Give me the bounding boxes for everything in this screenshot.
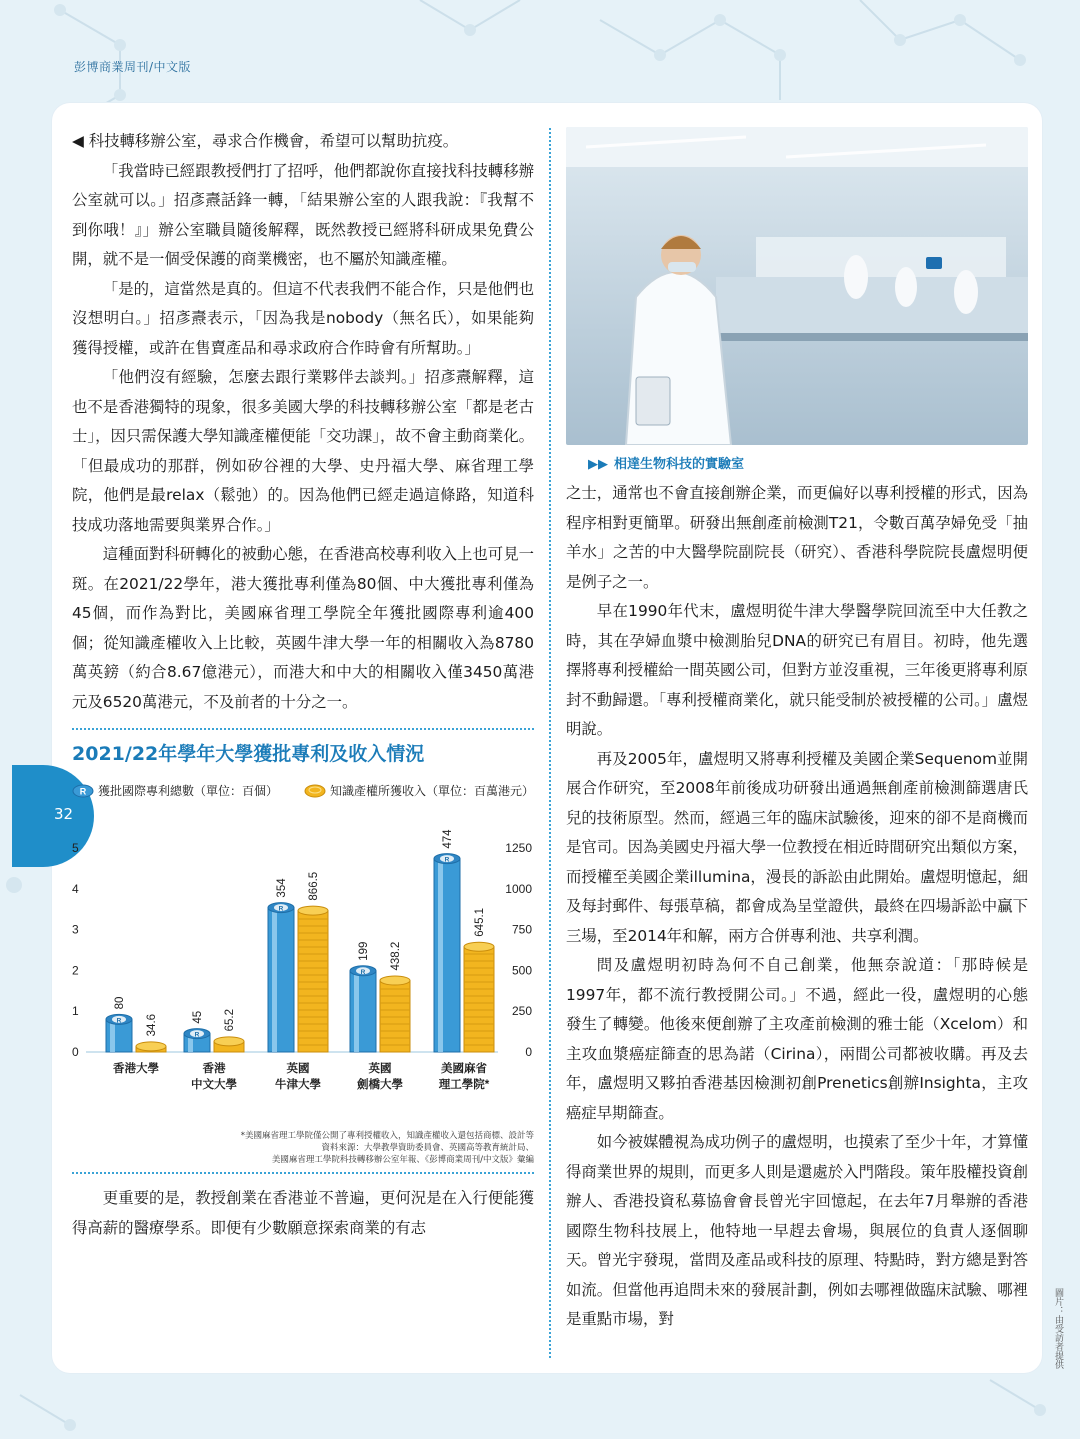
- legend-income: [304, 782, 534, 799]
- patent-r-letter: R: [360, 968, 366, 976]
- patent-r-letter: R: [116, 1017, 122, 1025]
- coin-top: [298, 906, 328, 915]
- patent-r-letter: R: [444, 856, 450, 864]
- category-label: 劍橋大學: [357, 1079, 403, 1091]
- page-number: 32: [54, 805, 74, 823]
- patent-r-letter: R: [194, 1031, 200, 1039]
- photo-credit: 圖片：由受訪者提供: [1053, 1288, 1063, 1369]
- paragraph: 如今被媒體視為成功例子的盧煜明，也摸索了至少十年，才算懂得商業世界的規則，而更多人則是還處於入門階段。策年股權投資創辦人、香港投資私募協會會長曾光宇回憶起，在去年7月舉辦的香港國際生物科技展上，他特地一早趕去會場，與展位的負責人逐個聊天。曾光宇發現，當問及產品或科技的原理、特點時，對方總是對答如流。但當他再追問未來的發展計劃，例如去哪裡做臨床試驗、哪裡是重點市場，對: [566, 1133, 1028, 1328]
- coin-top: [136, 1042, 166, 1051]
- income-value-label: 438.2: [390, 941, 402, 971]
- left-column: [72, 127, 534, 1243]
- y-left-tick: 4: [72, 881, 79, 896]
- paragraph: 「我當時已經跟教授們打了招呼，他們都說你直接找科技轉移辦公室就可以。」招彥燾話鋒一轉，「結果辦公室的人跟我說：『我幫不到你哦！』」辦公室職員隨後解釋，既然教授已經將科研成果免費公開，就不是一個受保護的商業機密，也不屬於知識產權。: [72, 161, 534, 268]
- category-label: 香港大學: [113, 1063, 159, 1075]
- y-left-tick: 2: [72, 963, 79, 978]
- income-value-label: 65.2: [224, 1008, 236, 1032]
- chart-separator: [72, 728, 534, 730]
- patent-bar: [268, 905, 294, 1052]
- coin-top: [214, 1037, 244, 1046]
- y-right-tick: 250: [511, 1004, 532, 1019]
- paragraph: 之士，通常也不會直接創辦企業，而更偏好以專利授權的形式，因為程序相對更簡單。研發出無創產前檢測T21，令數百萬孕婦免受「抽羊水」之苦的中大醫學院副院長（研究）、香港科學院院長盧煜明便是例子之一。: [566, 484, 1028, 591]
- category-label: 理工學院*: [438, 1079, 490, 1091]
- patent-r-letter: R: [278, 905, 284, 913]
- patent-value-label: 474: [442, 829, 454, 849]
- y-right-tick: 750: [511, 922, 532, 937]
- patent-bar: [434, 856, 460, 1052]
- y-right-tick: 0: [525, 1045, 532, 1059]
- photo-caption-text: 相達生物科技的實驗室: [614, 457, 745, 472]
- income-value-label: 866.5: [308, 871, 320, 901]
- patent-bar-highlight: [438, 859, 443, 1052]
- paragraph: 早在1990年代末，盧煜明從牛津大學醫學院回流至中大任教之時，其在孕婦血漿中檢測胎兒DNA的研究已有眉目。初時，他先選擇將專利授權給一間英國公司，但對方並沒重視，三年後更將專利原封不動歸還。「專利授權商業化，就只能受制於被授權的公司。」盧煜明說。: [566, 602, 1028, 738]
- patent-r-icon: [72, 784, 94, 798]
- paragraph: 再及2005年，盧煜明又將專利授權及美國企業Sequenom並開展合作研究，至2008年前後成功研發出通過無創產前檢測篩選唐氏兒的技術原型。然而，經過三年的臨床試驗後，迎來的卻不是商機而是官司。因為美國史丹福大學一位教授在相近時間研究出類似方案，而授權至美國企業illumina，漫長的訴訟由此開始。盧煜明憶起，細及每封郵件、每張草稿，都會成為呈堂證供，最終在四場訴訟中贏下三場，至2014年和解，兩方合併專利池、共享利潤。: [566, 749, 1028, 945]
- coin-top: [464, 942, 494, 951]
- category-label: 英國: [286, 1063, 310, 1075]
- y-right-tick: 1250: [505, 841, 532, 855]
- category-label: 中文大學: [191, 1079, 237, 1091]
- coin-icon: [304, 784, 326, 798]
- paragraph: ◀ 科技轉移辦公室，尋求合作機會，希望可以幫助抗疫。: [72, 132, 459, 150]
- y-right-tick: 500: [511, 963, 532, 978]
- income-value-label: 645.1: [474, 907, 486, 937]
- legend-patents-label: 獲批國際專利總數（單位：百個）: [98, 784, 279, 798]
- bar-chart: [72, 806, 534, 1128]
- patent-value-label: 199: [358, 941, 370, 961]
- legend-patents: [72, 782, 278, 799]
- footnote-line: 美國麻省理工學院科技轉移辦公室年報、《彭博商業周刊/中文版》彙編: [271, 1155, 534, 1165]
- paragraph: 問及盧煜明初時為何不自己創業，他無奈說道：「那時候是1997年，都不流行教授開公司。」不過，經此一役，盧煜明的心態發生了轉變。他後來便創辦了主攻產前檢測的雅士能（Xcelom）和主攻血漿癌症篩查的思為諾（Cirina），兩間公司都被收購。再及去年，盧煜明又夥拍香港基因檢測初創Prenetics創辦Insighta，主攻癌症早期篩查。: [566, 956, 1028, 1122]
- footnote-line: *美國麻省理工學院僅公開了專利授權收入，知識產權收入還包括商標、設計等: [240, 1131, 534, 1141]
- category-label: 英國: [368, 1063, 392, 1075]
- y-left-tick: 0: [72, 1045, 79, 1059]
- double-arrow-icon: ▶▶: [588, 457, 608, 472]
- patent-value-label: 80: [114, 996, 126, 1010]
- chart-footnote: [72, 1130, 534, 1166]
- income-bar: [380, 980, 410, 1052]
- y-left-tick: 5: [72, 841, 79, 855]
- masthead: 彭博商業周刊/中文版: [74, 60, 192, 74]
- paragraph: 更重要的是，教授創業在香港並不普遍，更何況是在入行便能獲得高薪的醫療學系。即便有少數願意探索商業的有志: [72, 1189, 534, 1237]
- category-label: 香港: [202, 1063, 226, 1075]
- category-label: 牛津大學: [275, 1079, 321, 1091]
- right-column: [566, 127, 1028, 1335]
- patent-value-label: 354: [276, 878, 288, 898]
- patent-bar: [350, 968, 376, 1052]
- patent-bar-highlight: [354, 971, 359, 1052]
- paragraph: 「他們沒有經驗，怎麼去跟行業夥伴去談判。」招彥燾解釋，這也不是香港獨特的現象，很多美國大學的科技轉移辦公室「都是老古士」，因只需保護大學知識產權便能「交功課」，故不會主動商業化。「但最成功的那群，例如矽谷裡的大學、史丹福大學、麻省理工學院，他們是最relax（鬆弛）的。因為他們已經走過這條路，知道科技成功落地需要與業界合作。」: [72, 368, 534, 534]
- income-value-label: 34.6: [146, 1013, 158, 1037]
- paragraph: 這種面對科研轉化的被動心態，在香港高校專利收入上也可見一斑。在2021/22學年，港大獲批專利僅為80個、中大獲批專利僅為45個，而作為對比，美國麻省理工學院全年獲批國際專利逾400個；從知識產權收入上比較，英國牛津大學一年的相關收入為8780萬英鎊（約合8.67億港元），而港大和中大的相關收入僅3450萬港元及6520萬港元，不及前者的十分之一。: [72, 545, 534, 711]
- paragraph: 「是的，這當然是真的。但這不代表我們不能合作，只是他們也沒想明白。」招彥燾表示，「因為我是nobody（無名氏），如果能夠獲得授權，或許在售賣產品和尋求政府合作時會有所幫助。」: [72, 279, 534, 357]
- photo-caption: [588, 455, 1028, 475]
- patent-value-label: 45: [192, 1010, 204, 1024]
- chart-separator: [72, 1172, 534, 1174]
- legend-income-label: 知識產權所獲收入（單位：百萬港元）: [330, 784, 535, 798]
- chart-legend: [72, 776, 534, 806]
- chart-title: 2021/22年學年大學獲批專利及收入情況: [72, 743, 425, 765]
- y-left-tick: 1: [72, 1004, 79, 1019]
- lab-photo: [566, 127, 1028, 445]
- footnote-line: 資料來源：大學教學資助委員會、英國高等教育統計局、: [321, 1143, 534, 1153]
- y-right-tick: 1000: [505, 881, 532, 896]
- coin-top: [380, 976, 410, 985]
- patent-bar-highlight: [272, 908, 277, 1052]
- income-bar: [464, 947, 494, 1052]
- column-divider: [549, 128, 551, 1358]
- y-left-tick: 3: [72, 922, 79, 937]
- category-label: 美國麻省: [441, 1063, 487, 1075]
- svg-text:R: R: [79, 786, 87, 796]
